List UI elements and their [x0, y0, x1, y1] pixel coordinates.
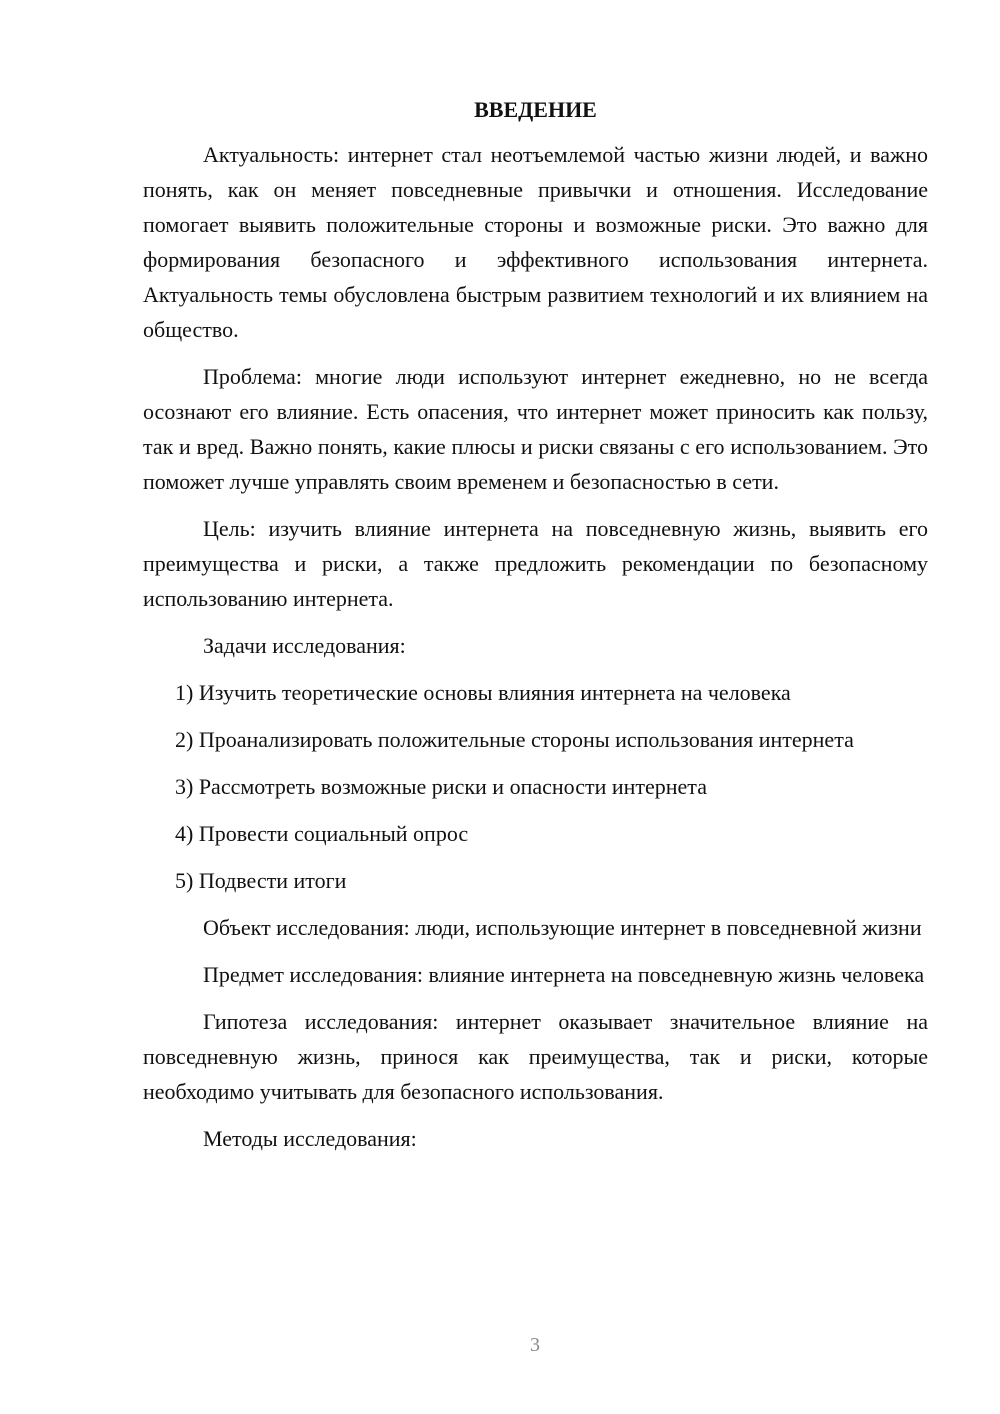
task-item-2: 2) Проанализировать положительные стороны использования интернета	[175, 727, 854, 752]
task-item-3: 3) Рассмотреть возможные риски и опасности интернета	[175, 774, 707, 799]
relevance-paragraph: Актуальность: интернет стал неотъемлемой частью жизни людей, и важно понять, как он меняет повседневные привычки и отношения. Исследование помогает выявить положительные стороны и возможные риски. Это важно для формирования безопасного и эффективного использования интернета. Актуальность темы обусловлена быстрым развитием технологий и их влиянием на общество.	[143, 142, 928, 342]
task-item-5: 5) Подвести итоги	[175, 868, 347, 893]
section-title: ВВЕДЕНИЕ	[474, 97, 597, 122]
subject-paragraph: Предмет исследования: влияние интернета на повседневную жизнь человека	[203, 962, 925, 987]
problem-paragraph: Проблема: многие люди используют интернет ежедневно, но не всегда осознают его влияние. Есть опасения, что интернет может приносить как пользу, так и вред. Важно понять, какие плюсы и риски связаны с его использованием. Это поможет лучше управлять своим временем и безопасностью в сети.	[143, 364, 928, 494]
page-number: 3	[530, 1334, 540, 1356]
goal-paragraph: Цель: изучить влияние интернета на повседневную жизнь, выявить его преимущества и риски, а также предложить рекомендации по безопасному использованию интернета.	[143, 516, 928, 611]
object-paragraph: Объект исследования: люди, использующие интернет в повседневной жизни	[203, 915, 922, 940]
hypothesis-paragraph: Гипотеза исследования: интернет оказывает значительное влияние на повседневную жизнь, принося как преимущества, так и риски, которые необходимо учитывать для безопасного использования.	[143, 1009, 928, 1104]
methods-heading: Методы исследования:	[203, 1126, 417, 1151]
document-page	[143, 95, 928, 1168]
task-item-4: 4) Провести социальный опрос	[175, 821, 469, 846]
tasks-heading: Задачи исследования:	[203, 633, 406, 658]
task-item-1: 1) Изучить теоретические основы влияния интернета на человека	[175, 680, 791, 705]
